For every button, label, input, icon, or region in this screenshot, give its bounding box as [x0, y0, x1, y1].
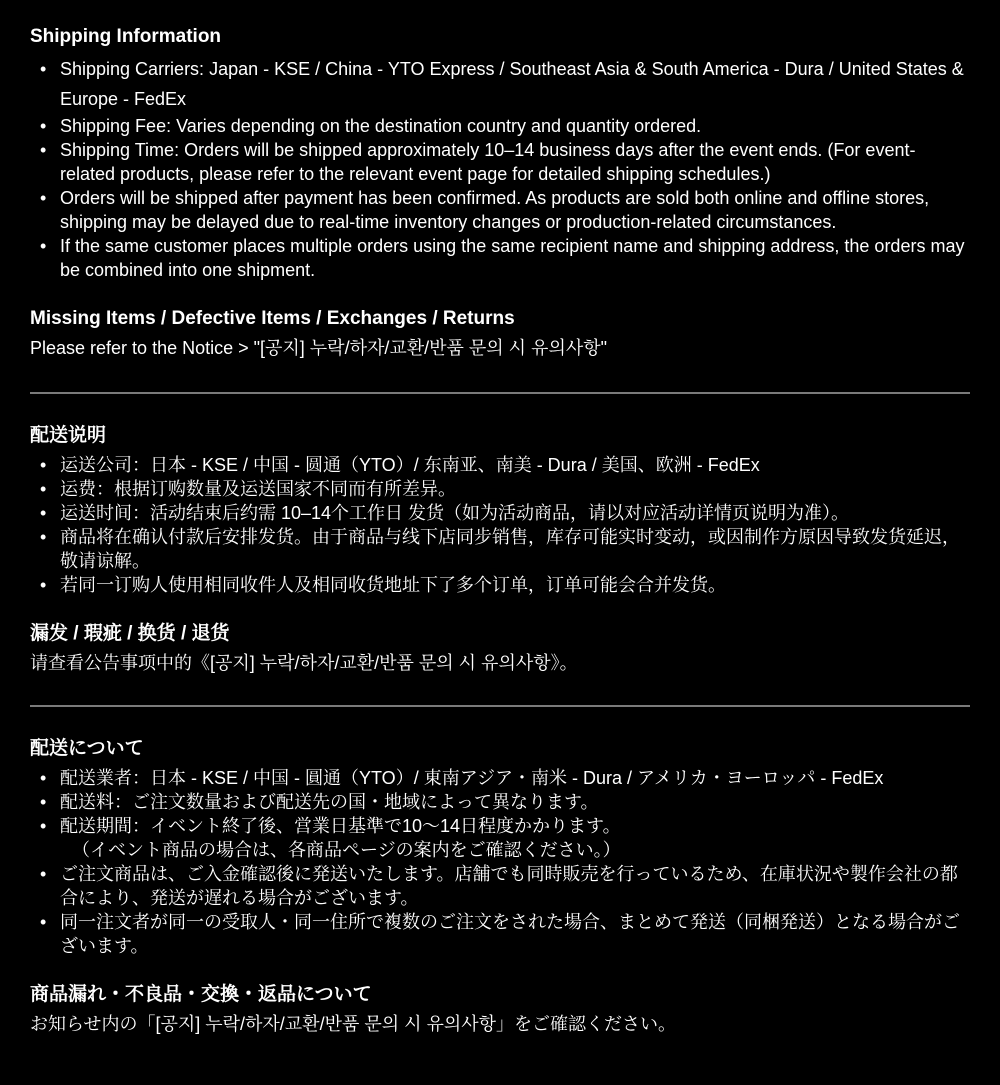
list-item — [30, 477, 970, 501]
section-english — [30, 24, 970, 360]
list-item — [30, 814, 970, 862]
bullet-icon: • — [40, 503, 47, 523]
section-divider — [30, 392, 970, 394]
returns-heading: 商品漏れ・不良品・交換・返品について — [30, 984, 372, 1005]
section-divider — [30, 705, 970, 707]
bullet-icon: • — [40, 792, 47, 812]
bullet-icon: • — [40, 116, 47, 136]
spacer — [30, 282, 970, 306]
bullet-icon: • — [40, 575, 47, 595]
spacer — [30, 597, 970, 621]
list-item-text: Shipping Fee: Varies depending on the destination country and quantity ordered. — [60, 116, 702, 136]
returns-notice-text: お知らせ内の「[공지] 누락/하자/교환/반품 문의 시 유의사항」をご確認ください。 — [30, 1014, 677, 1034]
bullet-icon: • — [40, 236, 47, 256]
bullet-icon: • — [40, 479, 47, 499]
list-item-note: （イベント商品の場合は、各商品ページの案内をご確認ください。） — [72, 840, 621, 860]
list-item-text: 同一注文者が同一の受取人・同一住所で複数のご注文をされた場合、まとめて発送（同梱発送）となる場合がございます。 — [60, 912, 960, 956]
list-item-text: 配送業者：日本 - KSE / 中国 - 圓通（YTO）/ 東南アジア・南米 - Dura / アメリカ・ヨーロッパ - FedEx — [60, 768, 884, 788]
bullet-icon: • — [40, 768, 47, 788]
list-item-text: Shipping Carriers: Japan - KSE / China - YTO Express / Southeast Asia & South America - Dura / United States & Europe - FedEx — [60, 59, 964, 109]
shipping-information-heading: Shipping Information — [30, 26, 222, 47]
bullet-icon: • — [40, 527, 47, 547]
returns-heading: Missing Items / Defective Items / Exchanges / Returns — [30, 308, 515, 329]
list-item-text: 配送料：ご注文数量および配送先の国・地域によって異なります。 — [60, 792, 599, 812]
bullet-icon: • — [40, 140, 47, 160]
spacer — [30, 958, 970, 982]
list-item — [30, 766, 970, 790]
returns-notice-text: Please refer to the Notice > "[공지] 누락/하자/교환/반품 문의 시 유의사항" — [30, 338, 608, 358]
section-japanese — [30, 736, 970, 1036]
list-item — [30, 862, 970, 910]
list-item — [30, 501, 970, 525]
list-item — [30, 525, 970, 573]
list-item-text: 若同一订购人使用相同收件人及相同收货地址下了多个订单，订单可能会合并发货。 — [60, 575, 726, 595]
list-item — [30, 790, 970, 814]
bullet-icon: • — [40, 188, 47, 208]
list-item — [30, 234, 970, 282]
section-chinese — [30, 423, 970, 675]
bullet-icon: • — [40, 455, 47, 475]
shipping-info-list-en — [30, 54, 970, 282]
bullet-icon: • — [40, 59, 47, 79]
shipping-info-list-ja — [30, 766, 970, 958]
list-item-text: 配送期間：イベント終了後、営業日基準で10～14日程度かかります。 — [60, 816, 621, 836]
list-item-text: If the same customer places multiple orders using the same recipient name and shipping address, the orders may be combined into one shipment. — [60, 236, 965, 280]
bullet-icon: • — [40, 816, 47, 836]
list-item — [30, 453, 970, 477]
bullet-icon: • — [40, 912, 47, 932]
list-item-text: 运送时间：活动结束后约需 10–14个工作日 发货（如为活动商品，请以对应活动详情页说明为准）。 — [60, 503, 850, 523]
list-item — [30, 54, 970, 114]
list-item-text: 运费：根据订购数量及运送国家不同而有所差异。 — [60, 479, 456, 499]
list-item — [30, 114, 970, 138]
list-item-text: 商品将在确认付款后安排发货。由于商品与线下店同步销售，库存可能实时变动，或因制作方原因导致发货延迟，敬请谅解。 — [60, 527, 960, 571]
bullet-icon: • — [40, 864, 47, 884]
list-item-text: Shipping Time: Orders will be shipped approximately 10–14 business days after the event ends. (For event-related products, please refer to the relevant event page for detailed shipping schedules.) — [60, 140, 916, 184]
list-item-text: ご注文商品は、ご入金確認後に発送いたします。店舗でも同時販売を行っているため、在庫状況や製作会社の都合により、発送が遅れる場合がございます。 — [60, 864, 958, 908]
list-item-text: Orders will be shipped after payment has been confirmed. As products are sold both online and offline stores, shipping may be delayed due to real-time inventory changes or production-related circumstances. — [60, 188, 930, 232]
shipping-information-heading: 配送说明 — [30, 425, 107, 446]
list-item — [30, 186, 970, 234]
list-item — [30, 910, 970, 958]
shipping-info-list-zh — [30, 453, 970, 597]
list-item — [30, 573, 970, 597]
list-item-text: 运送公司：日本 - KSE / 中国 - 圆通（YTO）/ 东南亚、南美 - Dura / 美国、欧洲 - FedEx — [60, 455, 760, 475]
returns-heading: 漏发 / 瑕疵 / 换货 / 退货 — [30, 623, 230, 644]
shipping-information-heading: 配送について — [30, 738, 144, 759]
returns-notice-text: 请查看公告事项中的《[공지] 누락/하자/교환/반품 문의 시 유의사항》。 — [30, 653, 578, 673]
list-item — [30, 138, 970, 186]
